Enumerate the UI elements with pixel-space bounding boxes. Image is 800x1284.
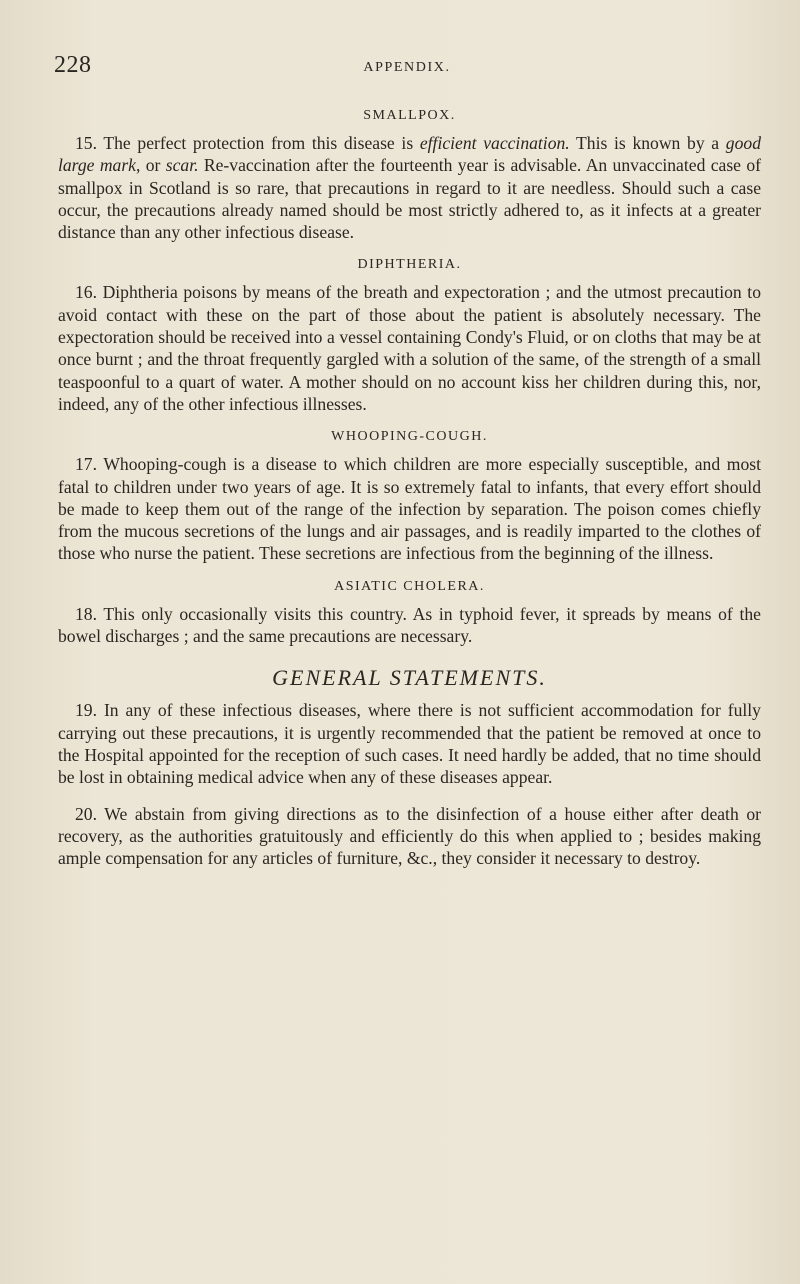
paragraph-number: 17. <box>75 454 97 475</box>
section-heading-whooping-cough: WHOOPING-COUGH. <box>331 429 488 445</box>
paragraph-20 <box>58 803 761 870</box>
text-segment: Whooping-cough is a disease to which children are more especially susceptible, and most fatal to children under two years of age. It is so extremely fatal to infants, that every effort should be made to keep them out of the range of the infection by separation. The poison comes chiefly from the mucous secretions of the lungs and air passages, and is readily imparted to the clothes of those who nurse the patient. These secretions are infectious from the beginning of the illness. <box>58 454 761 564</box>
text-segment-italic: efficient vaccination. <box>419 133 570 153</box>
text-segment: , or <box>136 155 166 176</box>
page-body <box>58 108 761 883</box>
text-segment-italic: scar. <box>165 155 199 176</box>
paragraph-19 <box>58 699 761 788</box>
section-heading-general-statements: GENERAL STATEMENTS. <box>272 665 547 691</box>
text-segment: The perfect protection from this disease is <box>103 133 420 153</box>
paragraph-number: 20. <box>75 803 97 824</box>
paragraph-number: 18. <box>75 603 97 624</box>
text-segment: In any of these infectious diseases, where there is not sufficient accommodation for fully carrying out these precautions, it is urgently recommended that the patient be removed at once to the Hospital appointed for the reception of such cases. It need hardly be added, that no time should be lost in obtaining medical advice when any of these diseases appear. <box>58 700 761 788</box>
section-heading-smallpox: SMALLPOX. <box>363 108 456 123</box>
paragraph-18 <box>58 603 761 648</box>
text-segment-italic: good large mark <box>58 133 761 176</box>
paragraph-number: 15. <box>75 133 97 153</box>
paragraph-number: 19. <box>75 700 97 721</box>
page-number: 228 <box>54 52 92 78</box>
paragraph-17 <box>58 453 761 564</box>
section-heading-asiatic-cholera: ASIATIC CHOLERA. <box>334 578 485 594</box>
text-segment: Diphtheria poisons by means of the breath and expectoration ; and the utmost precaution to avoid contact with these on the part of those about the patient is absolutely necessary. The expectoration should be received into a vessel containing Condy's Fluid, or on cloths that may be at once burnt ; and the throat frequently gargled with a solution of the same, of the strength of a small teaspoonful to a quart of water. A mother should on no account kiss her children during this, nor, indeed, any of the other infectious illnesses. <box>58 282 761 414</box>
text-segment: This only occasionally visits this country. As in typhoid fever, it spreads by means of the bowel discharges ; and the same precautions are necessary. <box>58 603 761 647</box>
paragraph-number: 16. <box>75 282 97 303</box>
page-header <box>54 52 760 84</box>
paragraph-16 <box>58 281 761 415</box>
running-head: APPENDIX. <box>363 60 451 75</box>
paragraph-15 <box>58 132 761 243</box>
text-segment: We abstain from giving directions as to the disinfection of a house either after death or recovery, as the authorities gratuitously and efficiently do this when applied to ; besides making ample compensation for any articles of furniture, &c., they consider it necessary to destroy. <box>58 803 761 869</box>
text-segment: This is known by a <box>569 133 726 153</box>
section-heading-diphtheria: DIPHTHERIA. <box>357 257 462 273</box>
text-segment: Re-vaccination after the fourteenth year is advisable. An unvaccinated case of smallpox in Scotland is so rare, that precautions in regard to it are needless. Should such a case occur, the precautions already named should be most strictly adhered to, as it infects at a greater distance than any other infectious disease. <box>58 155 761 243</box>
